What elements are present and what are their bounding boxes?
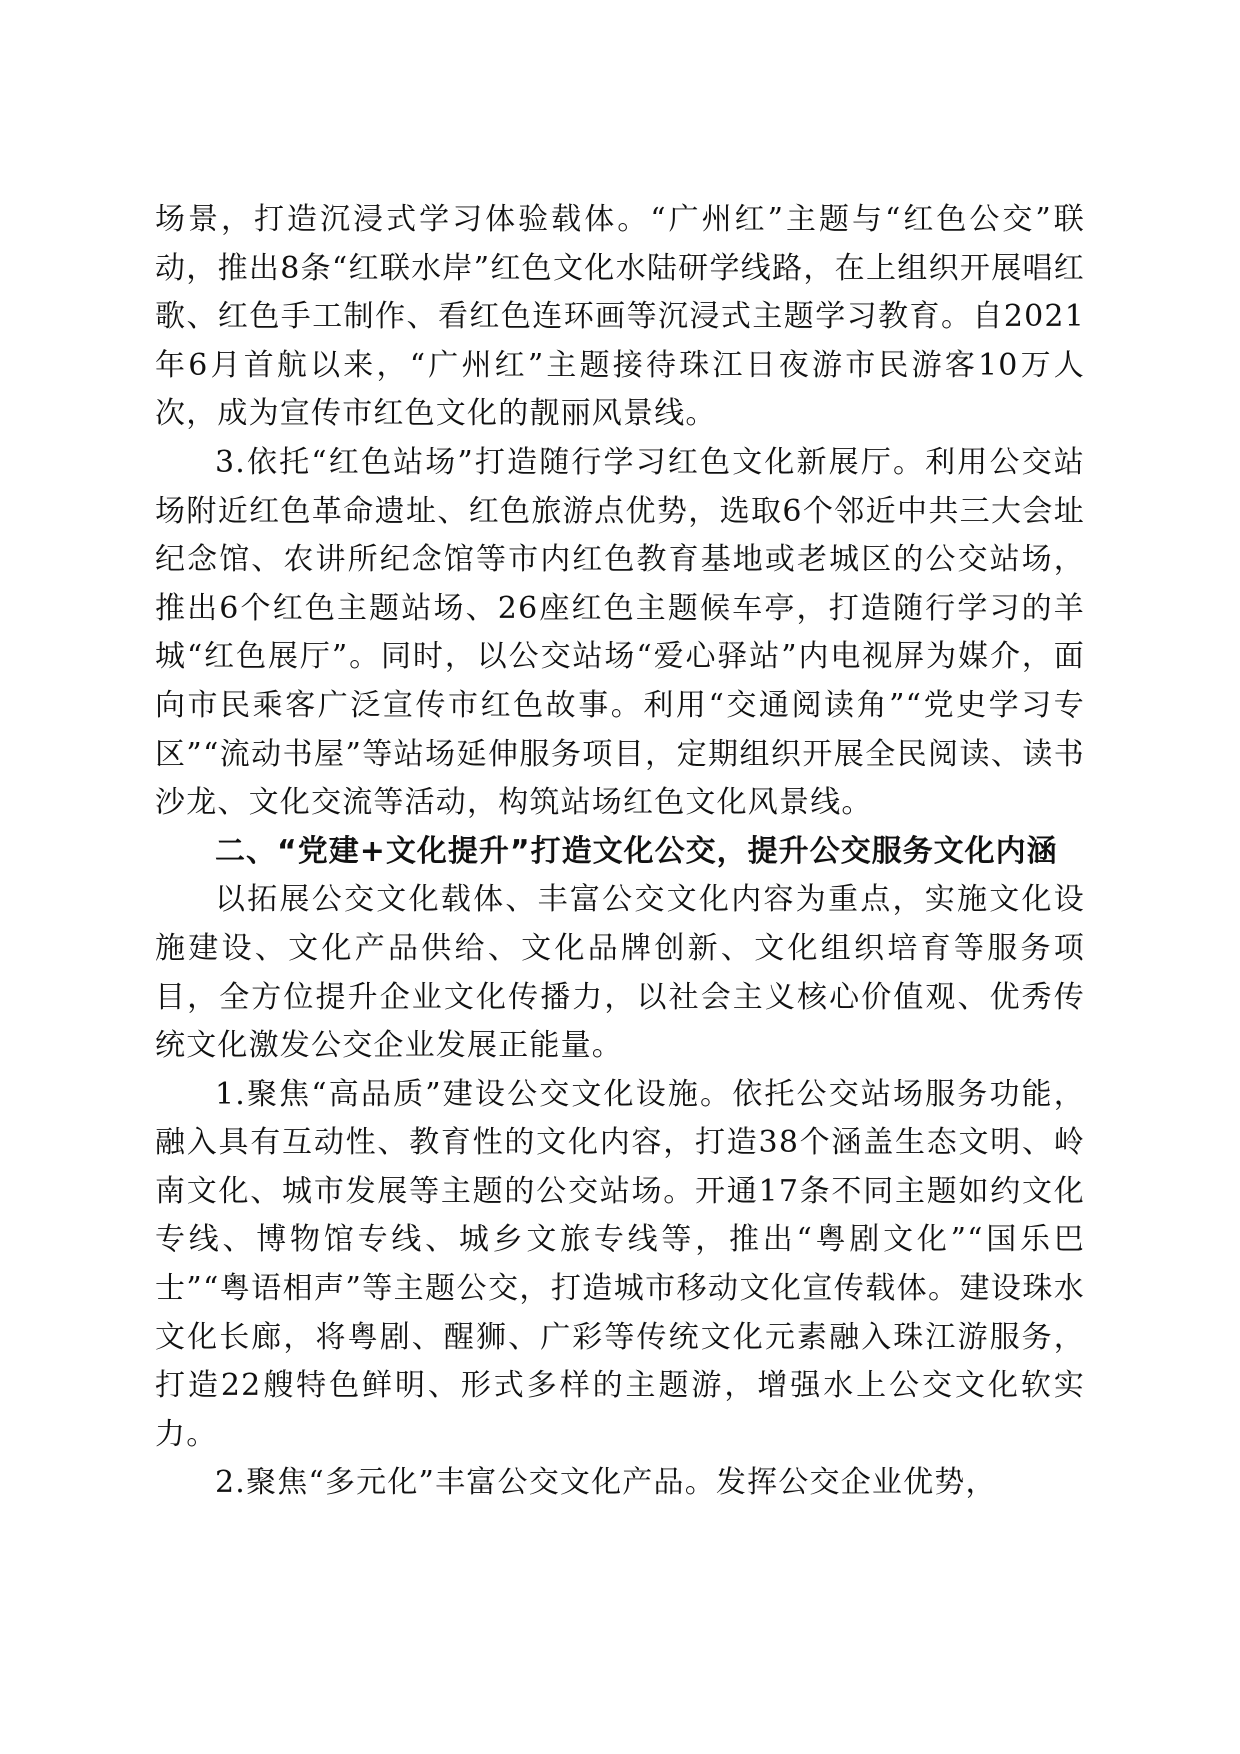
paragraph-cultural-products: 2.聚焦“多元化”丰富公交文化产品。发挥公交企业优势， (215, 1465, 997, 1501)
paragraph-section-intro: 以拓展公交文化载体、丰富公交文化内容为重点，实施文化设施建设、文化产品供给、文化品牌创新、文化组织培育等服务项目，全方位提升企业文化传播力，以社会主义核心价值观、优秀传统文化激发公交企业发展正能量。 (155, 882, 1085, 1064)
document-page (155, 196, 1085, 1508)
paragraph-cultural-facilities: 1.聚焦“高品质”建设公交文化设施。依托公交站场服务功能，融入具有互动性、教育性的文化内容，打造38个涵盖生态文明、岭南文化、城市发展等主题的公交站场。开通17条不同主题如约文化专线、博物馆专线、城乡文旅专线等，推出“粤剧文化”“国乐巴士”“粤语相声”等主题公交，打造城市移动文化宣传载体。建设珠水文化长廊，将粤剧、醒狮、广彩等传统文化元素融入珠江游服务，打造22艘特色鲜明、形式多样的主题游，增强水上公交文化软实力。 (155, 1076, 1085, 1452)
paragraph-continued: 场景，打造沉浸式学习体验载体。“广州红”主题与“红色公交”联动，推出8条“红联水岸”红色文化水陆研学线路，在上组织开展唱红歌、红色手工制作、看红色连环画等沉浸式主题学习教育。自2021年6月首航以来，“广州红”主题接待珠江日夜游市民游客10万人次，成为宣传市红色文化的靓丽风景线。 (155, 202, 1085, 432)
section-heading-culture-bus: 二、“党建+文化提升”打造文化公交，提升公交服务文化内涵 (215, 833, 1058, 869)
paragraph-red-stations: 3.依托“红色站场”打造随行学习红色文化新展厅。利用公交站场附近红色革命遗址、红色旅游点优势，选取6个邻近中共三大会址纪念馆、农讲所纪念馆等市内红色教育基地或老城区的公交站场，推出6个红色主题站场、26座红色主题候车亭，打造随行学习的羊城“红色展厅”。同时，以公交站场“爱心驿站”内电视屏为媒介，面向市民乘客广泛宣传市红色故事。利用“交通阅读角”“党史学习专区”“流动书屋”等站场延伸服务项目，定期组织开展全民阅读、读书沙龙、文化交流等活动，构筑站场红色文化风景线。 (155, 444, 1085, 821)
